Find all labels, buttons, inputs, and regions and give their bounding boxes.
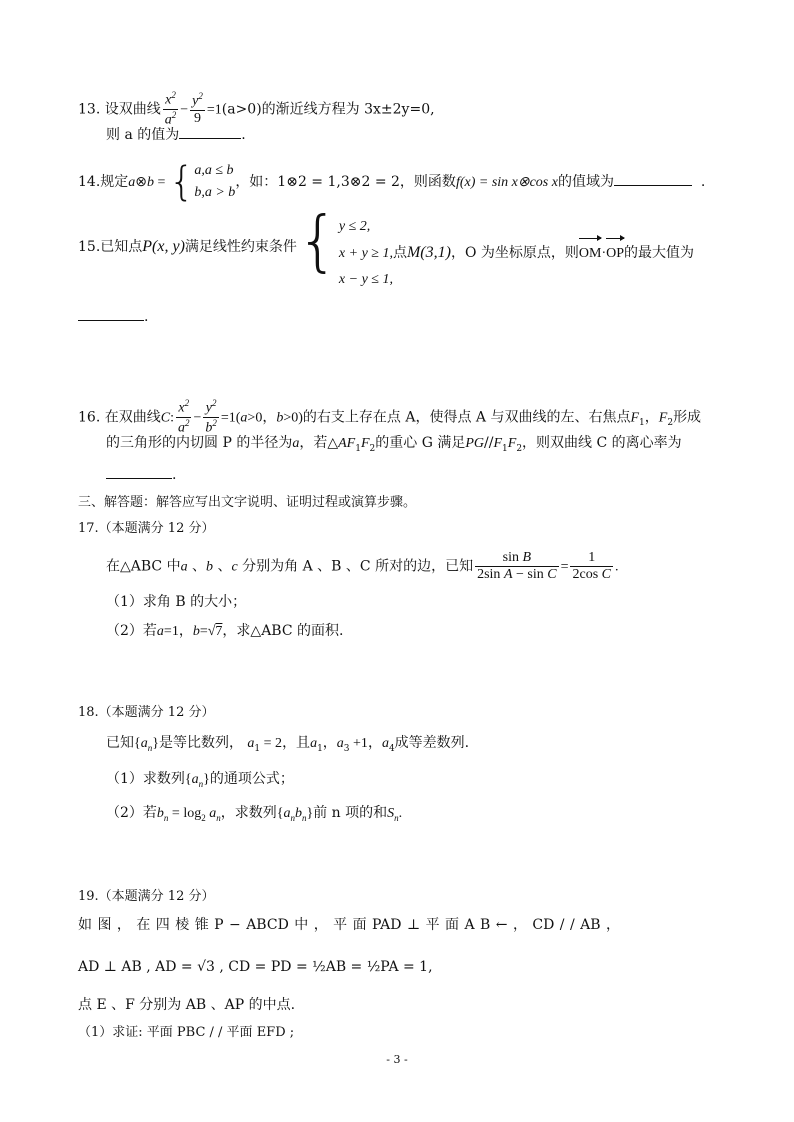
q19-line2: AD ⊥ AB , AD = √3 , CD = PD = ½AB = ½PA = 1, [78,959,433,975]
section-heading: 三、解答题：解答应写出文字说明、证明过程或演算步骤。 [78,495,417,510]
q16-answer-blank [106,466,172,479]
q17-frac-right: $\frac{1}{\text{2cos C}}$ [572,550,611,583]
q13-line2 [106,126,246,142]
q17-part2-text-b: ，求△ABC 的面积. [222,623,344,639]
q16-number: 16. [78,409,101,426]
q13-text: 设双曲线 [104,101,161,118]
q16-frac-y: $\frac{y^2}{b^2}$ [205,398,217,436]
q17-text-b: 分别为角 A 、B 、C 所对的边，已知 [242,558,474,575]
q18-text-c: ，且 [282,735,311,751]
q16-text: 在双曲线 [104,409,161,426]
q18-part1-text-b: 的通项公式； [209,771,294,787]
q17-part2-text: （2）若 [106,623,157,639]
q15-constraints: y ≤ 2, x + y ≥ 1,点M(3,1)，O 为坐标原点，则OM·OP的最大值为 x − y ≤ 1, [338,219,695,287]
q16-text-g: ，则双曲线 C 的离心率为 [522,435,682,451]
q16-end: . [172,467,177,483]
q19-line3: 点 E 、F 分别为 AB 、AP 的中点. [78,997,296,1013]
q14-text: 规定 [100,174,129,190]
q13-line1: 13. 设双曲线 $\frac{x^2}{a^2}$ − $\frac{y^2}{9}$ =1(a>0)的渐近线方程为 3x±2y=0, [78,90,435,128]
q16-text-c: 形成 [673,409,702,426]
q13-text-b: (a>0)的渐近线方程为 3x±2y=0, [221,101,435,118]
q16-line1: 16. 在双曲线C: $\frac{x^2}{a^2}$ − $\frac{y^2}{b^2}$ =1(a>0，b>0)的右支上存在点 A，使得点 A 与双曲线的左、右焦点$F_1$，$F_2$形成 [78,398,702,436]
q14-answer-blank [614,173,692,186]
q13-prompt: 则 a 的值为 [106,127,180,143]
q13-frac-x: $\frac{x^2}{a^2}$ [164,90,177,128]
q16-text-e: ，若 [299,435,328,451]
q13-number: 13. [78,101,101,118]
q15-answer-blank [78,308,144,321]
q17-frac-left: $\frac{\text{sin B}}{\text{2sin A − sin C}}$ [477,550,557,583]
q18-header: 18.（本题满分 12 分） [78,705,215,720]
q18-part2: （2）若$b_n = \log_2 a_n$，求数列$\{a_nb_n\}$前 n 项的和$S_n$. [106,805,403,823]
q19-header: 19.（本题满分 12 分） [78,889,215,904]
q15-text-b: 满足线性约束条件 [184,239,297,255]
q14-line: 14.规定a⊗b = { a,a ≤ b b,a > b ，如：1⊗2 = 1,3⊗2 = 2，则函数f(x) = sin x⊗cos x的值域为 . [78,159,706,205]
q13-answer-blank [179,126,241,139]
q18-text-d: 成等差数列. [394,735,470,751]
q17-stem: 在△ABC 中a 、b 、c 分别为角 A 、B 、C 所对的边，已知 $\frac{\text{sin B}}{\text{2sin A − sin C}}$ = $\frac{1}{\text{2cos C}}$ . [106,550,619,583]
q17-part2: （2）若a=1，b=√7，求△ABC 的面积. [106,623,344,639]
q14-text-b: ，如：1⊗2 = 1,3⊗2 = 2，则函数 [235,174,456,190]
q14-number: 14. [78,174,101,190]
q14-text-c: 的值域为 [557,174,614,190]
q15-point: P(x, y) [142,238,185,255]
page-number: - 3 - [386,1053,408,1066]
q15-answer-line [78,308,148,324]
q16-line2: 的三角形的内切圆 P 的半径为a，若$\triangle AF_1F_2$的重心 G 满足$PG//F_1F_2$，则双曲线 C 的离心率为 [106,435,682,454]
q18-part2-text-c: 前 n 项的和 [313,805,388,821]
q13-end: . [241,127,246,143]
q16-frac-x: $\frac{x^2}{a^2}$ [177,398,190,436]
q15-text: 已知点 [100,239,143,255]
q13-frac-y: $\frac{y^2}{9}$ [192,91,203,127]
q17-text: 在△ABC 中 [106,558,181,575]
q15-end: . [144,309,149,325]
q15-number: 15. [78,239,101,255]
q16-text-d: 的三角形的内切圆 P 的半径为 [106,435,293,451]
q15-brace: { [296,202,339,279]
q18-part1: （1）求数列$\{a_n\}$的通项公式； [106,771,294,789]
q16-answer-line [106,466,176,482]
q18-part2-text: （2）若 [106,805,157,821]
q14-func: f(x) = sin x⊗cos x [455,175,558,190]
q16-text-f: 的重心 G 满足 [375,435,466,451]
q14-brace: { [168,159,195,205]
q17-part1: （1）求角 B 的大小； [106,594,247,610]
q19-part1: （1）求证: 平面 PBC / / 平面 EFD ; [78,1025,295,1040]
q18-stem: 已知$\{a_n\}$是等比数列， $a_1 = 2$，且$a_1$，$a_3 +1$，$a_4$成等差数列. [106,735,470,754]
q18-text: 已知 [106,735,134,751]
q19-line1: 如 图 ， 在 四 棱 锥 P − ABCD 中 ， 平 面 PAD ⊥ 平 面 A B ← ， CD / / AB ， [78,917,620,933]
q18-part1-text: （1）求数列 [106,771,185,787]
q16-text-b: 的右支上存在点 A，使得点 A 与双曲线的左、右焦点 [302,409,631,426]
q14-cases: a,a ≤ b b,a > b [194,163,236,200]
q18-part2-text-b: ，求数列 [220,805,277,821]
q15-line [78,202,695,293]
q14-end: . [700,174,706,190]
q17-header: 17.（本题满分 12 分） [78,521,215,536]
q18-text-b: 是等比数列， [158,735,243,751]
